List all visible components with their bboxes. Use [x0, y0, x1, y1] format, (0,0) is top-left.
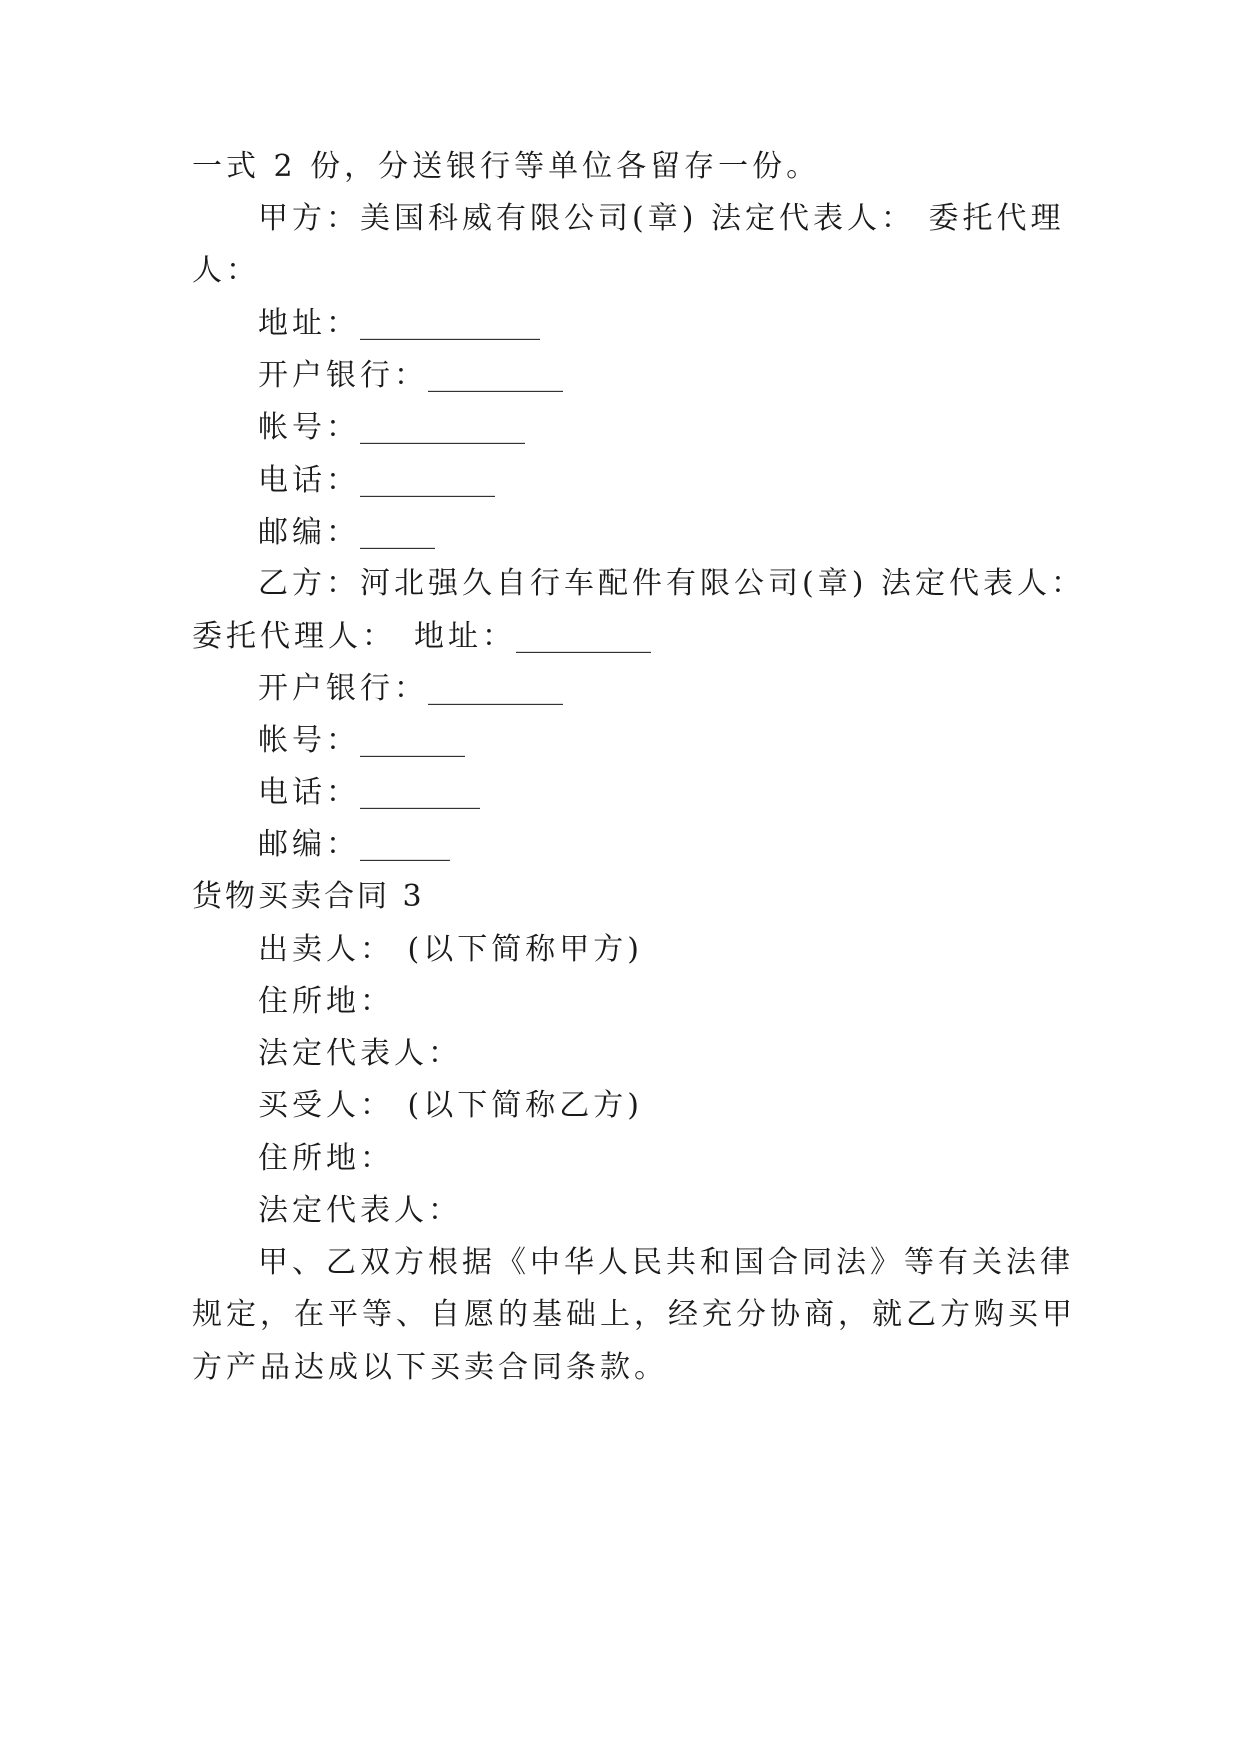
- phone-blank: ________: [360, 775, 480, 810]
- copies-note-line: 一式 2 份，分送银行等单位各留存一份。: [192, 149, 821, 184]
- party-a-address-row: [258, 304, 540, 344]
- bank-blank: _________: [428, 671, 563, 706]
- party-a-postcode-row: [258, 513, 435, 553]
- postcode-blank: _____: [360, 515, 435, 550]
- account-blank: _______: [360, 723, 465, 758]
- preamble-line-1: 甲、乙双方根据《中华人民共和国合同法》等有关法律: [258, 1245, 1074, 1280]
- contract-title: 货物买卖合同 3: [192, 879, 425, 914]
- party-a-account-row: [258, 408, 525, 448]
- address-blank: ____________: [360, 306, 540, 341]
- bank-label: 开户银行：: [258, 671, 428, 706]
- party-a-bank-row: [258, 356, 563, 396]
- buyer-representative-line: 法定代表人：: [258, 1193, 462, 1228]
- party-a-line: 甲方：美国科威有限公司(章) 法定代表人： 委托代理: [258, 201, 1065, 236]
- postcode-label: 邮编：: [258, 827, 360, 862]
- seller-line: 出卖人： (以下简称甲方): [258, 932, 643, 967]
- phone-label: 电话：: [258, 463, 360, 498]
- buyer-line: 买受人： (以下简称乙方): [258, 1088, 643, 1123]
- address-label: 地址：: [414, 619, 516, 654]
- account-blank: ___________: [360, 410, 525, 445]
- party-a-line-continued: 人：: [192, 253, 260, 288]
- bank-label: 开户银行：: [258, 358, 428, 393]
- postcode-blank: ______: [360, 827, 450, 862]
- preamble-line-2: 规定，在平等、自愿的基础上，经充分协商，就乙方购买甲: [192, 1297, 1076, 1332]
- account-label: 帐号：: [258, 410, 360, 445]
- address-label: 地址：: [258, 306, 360, 341]
- phone-blank: _________: [360, 463, 495, 498]
- party-b-phone-row: [258, 773, 480, 813]
- party-b-bank-row: [258, 669, 563, 709]
- account-label: 帐号：: [258, 723, 360, 758]
- agent-label: 委托代理人：: [192, 619, 396, 654]
- bank-blank: _________: [428, 358, 563, 393]
- address-blank: _________: [516, 619, 651, 654]
- party-a-phone-row: [258, 461, 495, 501]
- seller-representative-line: 法定代表人：: [258, 1036, 462, 1071]
- party-b-account-row: [258, 721, 465, 761]
- party-b-postcode-row: [258, 825, 450, 865]
- buyer-domicile-line: 住所地：: [258, 1141, 394, 1176]
- phone-label: 电话：: [258, 775, 360, 810]
- preamble-line-3: 方产品达成以下买卖合同条款。: [192, 1350, 668, 1385]
- seller-domicile-line: 住所地：: [258, 984, 394, 1019]
- postcode-label: 邮编：: [258, 515, 360, 550]
- party-b-agent-address-row: [192, 617, 651, 657]
- party-b-line: 乙方：河北强久自行车配件有限公司(章) 法定代表人：: [258, 566, 1085, 601]
